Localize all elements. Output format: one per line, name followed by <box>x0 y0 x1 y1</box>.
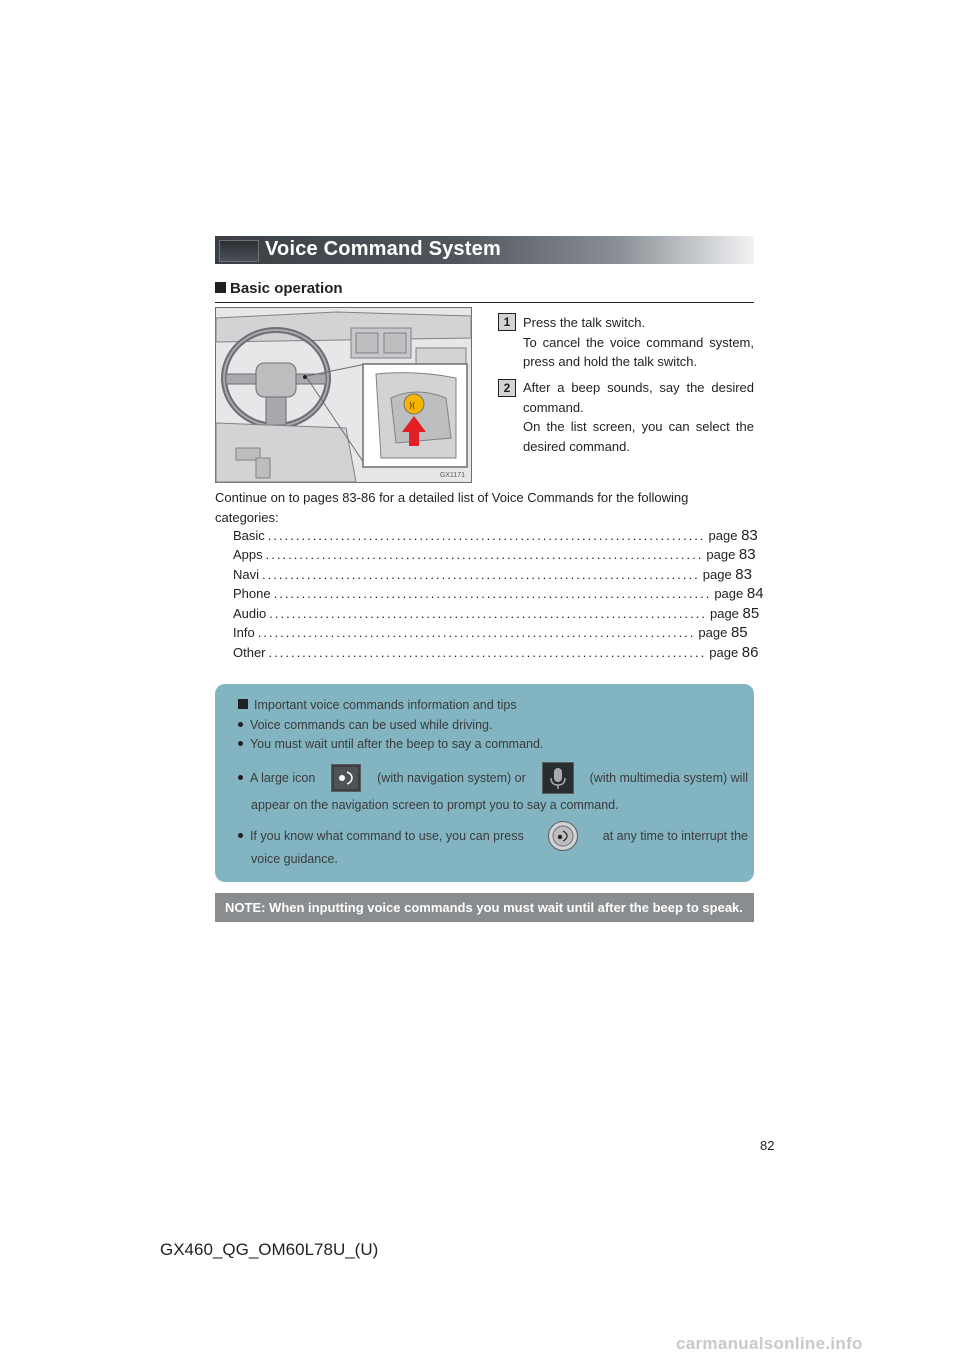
tip-continuation: appear on the navigation screen to prompt you to say a command. <box>251 798 619 812</box>
talk-switch-icon <box>548 821 578 851</box>
toc-label: Apps <box>233 547 263 562</box>
dashboard-illustration <box>215 307 472 483</box>
toc-label: Other <box>233 645 266 660</box>
section-heading <box>215 280 754 303</box>
tip-item <box>238 716 492 735</box>
toc-row-info: Info .............................................................................. page 85 <box>233 624 748 641</box>
steering-wheel-talk-switch-illustration <box>216 308 471 482</box>
toc-label: Navi <box>233 567 260 582</box>
page-title: Voice Command System <box>265 238 501 260</box>
toc-label: Audio <box>233 606 267 621</box>
toc-row-basic: Basic .............................................................................. page 83 <box>233 527 758 544</box>
toc-page-number: 85 <box>730 624 748 641</box>
tip-continuation: voice guidance. <box>251 852 338 866</box>
section-title-bar <box>215 236 754 264</box>
toc-page-number: 86 <box>741 644 759 661</box>
tip-item <box>238 735 543 754</box>
tip-item <box>238 821 748 851</box>
tip-text: A large icon <box>249 770 316 785</box>
step-2-number: 2 <box>498 379 516 397</box>
section-heading-text: Basic operation <box>230 280 343 297</box>
step-1-line1: Press the talk switch. <box>523 315 646 330</box>
bullet-icon <box>238 741 243 746</box>
toc-row-other: Other .............................................................................. page 86 <box>233 644 759 661</box>
tip-text: at any time to interrupt the <box>602 828 748 843</box>
toc-page-word: page <box>708 528 738 543</box>
page-number: 82 <box>760 1138 775 1153</box>
navigation-voice-icon <box>331 764 361 792</box>
svg-text:)(: )( <box>409 401 416 410</box>
bullet-icon <box>238 833 243 838</box>
tips-heading-text: Important voice commands information and tips <box>254 698 517 712</box>
toc-page-word: page <box>706 547 736 562</box>
toc-page-word: page <box>709 645 739 660</box>
toc-label: Basic <box>233 528 265 543</box>
tips-box <box>215 684 754 882</box>
toc-row-audio: Audio .............................................................................. page 85 <box>233 605 760 622</box>
toc-label: Phone <box>233 586 271 601</box>
tips-heading <box>238 696 517 715</box>
toc-page-number: 83 <box>738 546 756 563</box>
tip-item <box>238 762 748 794</box>
microphone-icon <box>542 762 574 794</box>
toc-page-word: page <box>698 625 728 640</box>
tip-text: (with multimedia system) will <box>589 770 748 785</box>
step-1-line2: To cancel the voice command system, press and hold the talk switch. <box>523 334 754 369</box>
toc-page-number: 83 <box>735 566 752 583</box>
toc-row-apps: Apps .............................................................................. page 83 <box>233 546 756 563</box>
illustration-code: GX1171 <box>439 472 465 479</box>
square-bullet-icon <box>215 282 226 293</box>
title-swatch <box>219 240 259 262</box>
watermark: carmanualsonline.info <box>676 1334 863 1353</box>
tip-text: If you know what command to use, you can press <box>249 828 524 843</box>
toc-row-navi: Navi .............................................................................. page 83 <box>233 566 752 583</box>
toc-page-word: page <box>709 606 739 621</box>
tip-text: (with navigation system) or <box>377 770 526 785</box>
bullet-icon <box>238 775 243 780</box>
toc-page-word: page <box>702 567 732 582</box>
note-bar: NOTE: When inputting voice commands you must wait until after the beep to speak. <box>215 893 754 922</box>
toc-page-number: 83 <box>741 527 758 544</box>
toc-page-number: 84 <box>746 585 764 602</box>
tip-text: You must wait until after the beep to say a command. <box>249 737 544 751</box>
footer-code: GX460_QG_OM60L78U_(U) <box>160 1240 379 1259</box>
step-1-text <box>523 313 754 372</box>
step-2-line1: After a beep sounds, say the desired command. <box>523 380 754 415</box>
toc-page-word: page <box>714 586 744 601</box>
step-1-number: 1 <box>498 313 516 331</box>
toc-row-phone: Phone .............................................................................. page 84 <box>233 585 764 602</box>
square-bullet-icon <box>238 699 248 709</box>
bullet-icon <box>238 722 243 727</box>
toc-label: Info <box>233 625 255 640</box>
step-2-text <box>523 378 754 456</box>
tip-text: Voice commands can be used while driving. <box>249 718 493 732</box>
step-2-line2: On the list screen, you can select the desired command. <box>523 419 754 454</box>
intro-paragraph: Continue on to pages 83-86 for a detailed list of Voice Commands for the following categories: <box>215 490 689 525</box>
toc-page-number: 85 <box>742 605 760 622</box>
